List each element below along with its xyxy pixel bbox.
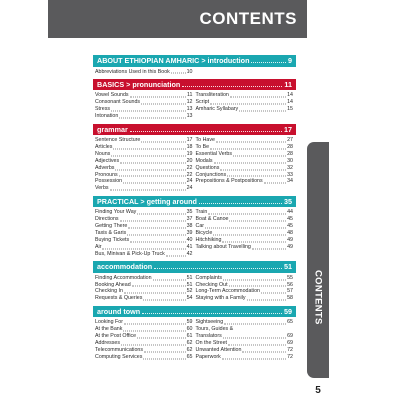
toc-entry[interactable]	[95, 216, 193, 223]
entry-label: Bicycle	[195, 230, 213, 236]
toc-entry[interactable]	[95, 172, 193, 179]
toc-entry[interactable]	[95, 185, 193, 192]
dot-leader	[222, 241, 286, 242]
toc-entry[interactable]	[95, 106, 193, 113]
entry-label: Stress	[95, 106, 111, 113]
dot-leader	[123, 183, 186, 184]
toc-entry[interactable]	[95, 244, 193, 251]
entry-page: 62	[186, 346, 193, 353]
section-body	[93, 317, 296, 360]
entry-page: 14	[287, 92, 293, 99]
section-header[interactable]	[93, 306, 296, 318]
dot-leader	[128, 228, 185, 229]
toc-entry[interactable]	[196, 282, 294, 289]
dot-leader	[220, 169, 286, 170]
dot-leader	[230, 97, 286, 98]
entry-label: On the Street	[195, 339, 228, 346]
toc-entry[interactable]	[95, 354, 193, 361]
entry-label: Looking For	[95, 319, 123, 326]
toc-entry[interactable]	[196, 295, 294, 302]
toc-entry[interactable]	[196, 106, 294, 113]
dot-leader	[251, 62, 286, 63]
section-header[interactable]	[93, 55, 296, 67]
toc-entry[interactable]	[196, 244, 294, 251]
dot-leader	[223, 279, 286, 280]
section-header[interactable]	[93, 79, 296, 91]
entry-label: Staying with a Family	[195, 295, 246, 302]
contents-section	[93, 306, 296, 361]
toc-entry[interactable]	[95, 151, 193, 158]
entry-page: 52	[186, 288, 193, 295]
entry-label: Adjectives	[95, 157, 120, 164]
dot-leader	[123, 331, 185, 332]
page-title-text: CONTENTS	[199, 9, 297, 28]
entry-page: 28	[287, 150, 293, 157]
entry-page: 30	[287, 157, 293, 164]
entry-label: Buying Tickets	[95, 236, 130, 243]
dot-leader	[132, 286, 186, 287]
entry-page: 65	[287, 319, 293, 326]
toc-entry[interactable]	[95, 251, 193, 258]
entry-label: To Be	[195, 143, 210, 150]
entry-label: Prepositions & Postpositions	[195, 178, 263, 185]
entry-page: 34	[287, 178, 293, 185]
entry-page: 72	[287, 346, 293, 353]
entry-column-left	[95, 69, 196, 76]
entry-label: Addresses	[95, 339, 121, 346]
dot-leader	[115, 169, 185, 170]
toc-entry[interactable]	[196, 99, 294, 106]
entry-column-right	[196, 275, 297, 303]
dot-leader	[154, 268, 282, 269]
dot-leader	[233, 155, 286, 156]
entry-page: 59	[186, 319, 193, 326]
toc-entry[interactable]	[196, 354, 294, 361]
entry-label: Pronouns	[95, 171, 118, 178]
entry-label: Articles	[95, 143, 113, 150]
entry-page: 61	[186, 333, 193, 340]
entry-label: Translators	[195, 333, 222, 340]
section-header[interactable]	[93, 124, 296, 136]
toc-entry[interactable]	[95, 158, 193, 165]
toc-entry[interactable]	[196, 340, 294, 347]
entry-column-left	[95, 275, 196, 303]
entry-label: Car	[195, 223, 205, 230]
toc-entry[interactable]	[196, 151, 294, 158]
dot-leader	[210, 104, 286, 105]
toc-entry[interactable]	[95, 165, 193, 172]
entry-page: 11	[187, 92, 193, 99]
entry-page: 18	[186, 143, 193, 150]
toc-entry[interactable]	[196, 333, 294, 340]
section-header[interactable]	[93, 261, 296, 273]
section-title: accommodation	[97, 262, 153, 272]
toc-entry[interactable]	[196, 165, 294, 172]
section-page: 17	[284, 124, 292, 134]
toc-entry[interactable]	[95, 92, 193, 99]
entry-label: Air	[95, 243, 102, 250]
entry-page: 42	[186, 250, 193, 257]
entry-page: 13	[186, 106, 193, 113]
toc-entry[interactable]	[196, 347, 294, 354]
toc-entry[interactable]	[196, 326, 294, 333]
entry-column-right	[196, 69, 297, 76]
entry-page: 58	[287, 295, 293, 302]
entry-page: 72	[287, 353, 293, 360]
section-page: 51	[284, 262, 292, 272]
dot-leader	[102, 248, 185, 249]
toc-entry[interactable]	[95, 319, 193, 326]
entry-column-right	[196, 137, 297, 192]
entry-column-right	[196, 209, 297, 257]
entry-page: 51	[186, 274, 193, 281]
dot-leader	[120, 221, 186, 222]
toc-entry[interactable]	[95, 69, 193, 76]
toc-entry[interactable]	[95, 178, 193, 185]
toc-entry[interactable]	[196, 319, 294, 326]
entry-label: At the Post Office	[95, 333, 137, 340]
entry-label: Script	[195, 99, 210, 106]
dot-leader	[214, 162, 287, 163]
dot-leader	[229, 286, 287, 287]
section-title: ABOUT ETHIOPIAN AMHARIC > introduction	[97, 56, 250, 66]
toc-entry[interactable]	[95, 295, 193, 302]
entry-page: 69	[287, 339, 293, 346]
dot-leader	[137, 214, 185, 215]
entry-column-right	[196, 92, 297, 120]
dot-leader	[110, 190, 186, 191]
page-title	[48, 0, 307, 38]
entry-label: Getting There	[95, 223, 128, 230]
toc-entry[interactable]	[196, 216, 294, 223]
dot-leader	[252, 248, 286, 249]
entry-page: 10	[186, 68, 193, 75]
entry-label: At the Bank	[95, 326, 123, 333]
dot-leader	[228, 344, 286, 345]
entry-page: 22	[186, 164, 193, 171]
dot-leader	[130, 241, 185, 242]
section-header[interactable]	[93, 196, 296, 208]
dot-leader	[121, 344, 186, 345]
entry-page: 45	[287, 223, 293, 230]
toc-entry[interactable]	[196, 288, 294, 295]
entry-column-left	[95, 137, 196, 192]
toc-entry[interactable]	[196, 178, 294, 185]
entry-label: Consonant Sounds	[95, 99, 141, 106]
entry-label: Talking about Travelling	[195, 243, 251, 250]
toc-entry[interactable]	[196, 158, 294, 165]
entry-page: 19	[186, 150, 193, 157]
dot-leader	[124, 293, 186, 294]
section-title: grammar	[97, 124, 128, 134]
dot-leader	[141, 104, 186, 105]
dot-leader	[120, 162, 185, 163]
section-body	[93, 273, 296, 303]
dot-leader	[224, 324, 286, 325]
entry-page: 48	[287, 230, 293, 236]
toc-entry[interactable]	[95, 333, 193, 340]
dot-leader	[223, 337, 286, 338]
entry-label: Essential Verbs	[195, 150, 233, 157]
entry-label: Vowel Sounds	[95, 92, 129, 99]
dot-leader	[119, 118, 185, 119]
entry-label: Train	[195, 209, 208, 216]
dot-leader	[137, 337, 185, 338]
toc-entry[interactable]	[95, 237, 193, 244]
entry-label: Checking In	[95, 288, 123, 295]
toc-entry[interactable]	[196, 275, 294, 282]
dot-leader	[229, 221, 286, 222]
dot-leader	[199, 203, 282, 204]
dot-leader	[153, 279, 186, 280]
dot-leader	[111, 111, 186, 112]
entry-page: 12	[186, 99, 193, 106]
entry-label: Possession	[95, 178, 123, 185]
entry-page: 57	[287, 288, 293, 295]
entry-label: Booking Ahead	[95, 281, 131, 288]
dot-leader	[216, 141, 286, 142]
entry-label: Adverbs	[95, 164, 115, 171]
entry-page: 24	[186, 178, 193, 185]
entry-page: 49	[287, 236, 293, 243]
toc-entry[interactable]	[95, 288, 193, 295]
entry-page: 20	[186, 157, 193, 164]
contents-section	[93, 124, 296, 193]
contents-sections	[93, 55, 296, 364]
entry-label: Sentence Structure	[95, 137, 141, 144]
dot-leader	[210, 148, 286, 149]
entry-label: Taxis & Garis	[95, 230, 127, 236]
entry-column-left	[95, 319, 196, 360]
dot-leader	[171, 73, 186, 74]
entry-label: Conjunctions	[195, 171, 227, 178]
entry-label: Boat & Canoe	[195, 216, 229, 223]
toc-entry[interactable]	[196, 209, 294, 216]
dot-leader	[130, 97, 186, 98]
dot-leader	[213, 234, 286, 235]
toc-entry[interactable]	[95, 340, 193, 347]
contents-section	[93, 196, 296, 258]
toc-entry[interactable]	[95, 209, 193, 216]
toc-entry[interactable]	[95, 326, 193, 333]
toc-entry[interactable]	[95, 347, 193, 354]
dot-leader	[239, 111, 286, 112]
dot-leader	[144, 351, 186, 352]
contents-section	[93, 55, 296, 75]
entry-page: 45	[287, 216, 293, 223]
entry-page: 44	[287, 209, 293, 216]
section-body	[93, 207, 296, 257]
entry-label: Transliteration	[195, 92, 229, 99]
entry-page: 39	[186, 230, 193, 236]
section-page: 9	[288, 56, 292, 66]
dot-leader	[166, 255, 186, 256]
entry-label: Sightseeing	[195, 319, 224, 326]
entry-page: 33	[287, 171, 293, 178]
entry-page: 35	[186, 209, 193, 216]
toc-entry[interactable]	[196, 223, 294, 230]
section-body	[93, 90, 296, 120]
entry-page: 27	[287, 137, 293, 144]
entry-label: Directions	[95, 216, 119, 223]
dot-leader	[124, 324, 186, 325]
entry-label: Unwanted Attention	[195, 346, 242, 353]
entry-page: 65	[186, 353, 193, 360]
entry-label: Bus, Minivan & Pick-Up Truck	[95, 250, 165, 257]
dot-leader	[242, 351, 286, 352]
dot-leader	[143, 300, 185, 301]
entry-label: Telecommunications	[95, 346, 143, 353]
entry-page: 54	[186, 295, 193, 302]
entry-label: Requests & Queries	[95, 295, 143, 302]
toc-entry[interactable]	[196, 144, 294, 151]
contents-section	[93, 79, 296, 120]
entry-page: 32	[287, 164, 293, 171]
entry-page: 28	[287, 143, 293, 150]
dot-leader	[208, 214, 286, 215]
entry-column-right	[196, 319, 297, 360]
entry-label: Paperwork	[195, 353, 221, 360]
entry-label: Finding Accommodation	[95, 274, 152, 281]
entry-label: Amharic Syllabary	[195, 106, 239, 113]
dot-leader	[182, 86, 282, 87]
toc-entry[interactable]	[196, 92, 294, 99]
toc-entry[interactable]	[95, 137, 193, 144]
toc-entry[interactable]	[95, 223, 193, 230]
entry-label: Complaints	[195, 274, 222, 281]
entry-label: Tours, Guides &	[195, 326, 234, 333]
section-body	[93, 67, 296, 76]
entry-page: 40	[186, 236, 193, 243]
contents-section	[93, 261, 296, 302]
entry-label: Checking Out	[195, 281, 228, 288]
section-page: 11	[284, 80, 292, 90]
entry-page: 55	[287, 274, 293, 281]
side-tab-label: CONTENTS	[312, 269, 324, 325]
entry-page: 62	[186, 339, 193, 346]
entry-label: Computing Services	[95, 353, 143, 360]
entry-label: Intonation	[95, 113, 119, 120]
toc-entry[interactable]	[196, 230, 294, 237]
entry-label: Verbs	[95, 185, 109, 192]
entry-page: 56	[287, 281, 293, 288]
dot-leader	[111, 155, 185, 156]
section-page: 35	[284, 197, 292, 207]
toc-entry[interactable]	[95, 113, 193, 120]
entry-column-left	[95, 92, 196, 120]
dot-leader	[227, 176, 286, 177]
section-title: around town	[97, 307, 141, 316]
entry-page: 49	[287, 243, 293, 250]
entry-page: 13	[186, 113, 193, 120]
dot-leader	[113, 148, 185, 149]
entry-label: Long-Term Accommodation	[195, 288, 260, 295]
toc-entry[interactable]	[95, 282, 193, 289]
dot-leader	[130, 131, 282, 132]
entry-page: 37	[186, 216, 193, 223]
dot-leader	[142, 313, 282, 314]
dot-leader	[141, 141, 185, 142]
toc-entry[interactable]	[196, 172, 294, 179]
dot-leader	[261, 293, 286, 294]
entry-page: 41	[186, 243, 193, 250]
toc-entry[interactable]	[95, 275, 193, 282]
section-page: 59	[284, 307, 292, 316]
entry-page: 17	[186, 137, 193, 144]
entry-page: 51	[186, 281, 193, 288]
entry-label: To Have	[195, 137, 215, 144]
toc-entry[interactable]	[95, 144, 193, 151]
toc-entry[interactable]	[196, 137, 294, 144]
entry-page: 22	[186, 171, 193, 178]
dot-leader	[222, 358, 286, 359]
dot-leader	[143, 358, 185, 359]
entry-label: Modals	[195, 157, 213, 164]
toc-entry[interactable]	[95, 230, 193, 237]
section-title: PRACTICAL > getting around	[97, 197, 197, 207]
entry-label: Finding Your Way	[95, 209, 137, 216]
entry-label: Hitchhiking	[195, 236, 222, 243]
dot-leader	[264, 183, 286, 184]
dot-leader	[119, 176, 186, 177]
entry-column-left	[95, 209, 196, 257]
dot-leader	[205, 228, 286, 229]
page-number: 5	[315, 385, 321, 396]
entry-page: 38	[186, 223, 193, 230]
dot-leader	[127, 234, 185, 235]
entry-label: Nouns	[95, 150, 111, 157]
section-title: BASICS > pronunciation	[97, 80, 181, 90]
entry-page: 60	[186, 326, 193, 333]
dot-leader	[247, 300, 287, 301]
toc-entry[interactable]	[95, 99, 193, 106]
entry-page: 15	[287, 106, 293, 113]
entry-page: 24	[186, 185, 193, 192]
entry-label: Abbreviations Used in this Book	[95, 68, 170, 75]
section-body	[93, 135, 296, 192]
toc-entry[interactable]	[196, 237, 294, 244]
entry-label: Questions	[195, 164, 220, 171]
entry-page: 14	[287, 99, 293, 106]
entry-page: 69	[287, 333, 293, 340]
